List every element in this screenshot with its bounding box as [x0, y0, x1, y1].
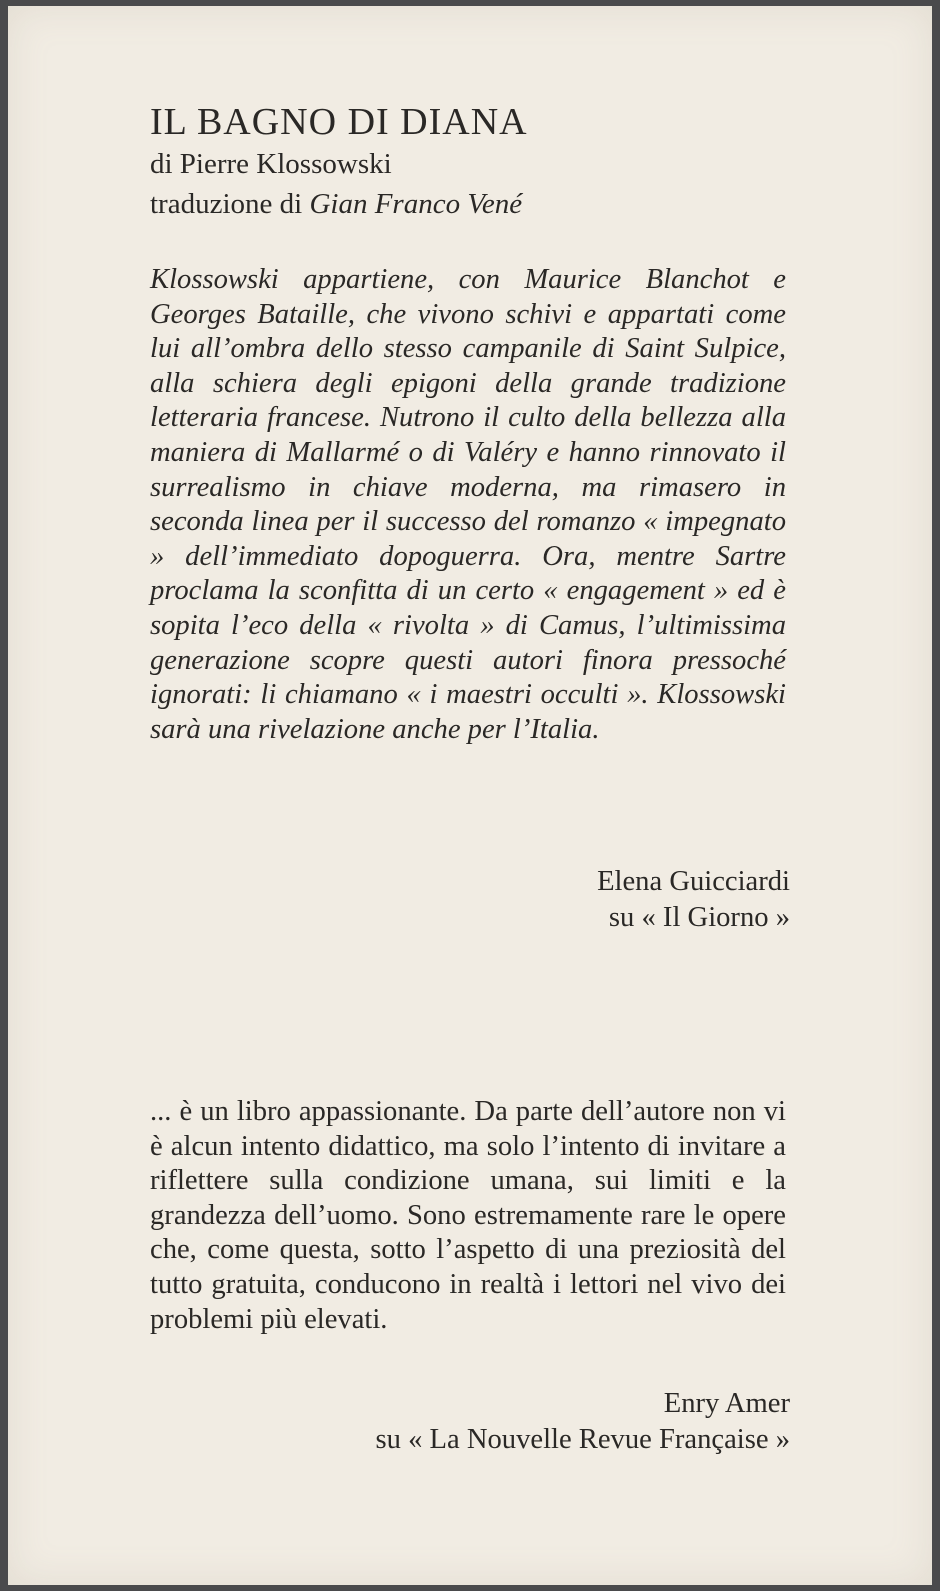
review-source-2: su « La Nouvelle Revue Française »	[375, 1424, 790, 1455]
book-title: IL BAGNO DI DIANA	[150, 101, 528, 143]
translator-name: Gian Franco Vené	[309, 188, 523, 220]
book-flap-card	[8, 6, 932, 1585]
translation-prefix: traduzione di	[150, 188, 310, 220]
review-quote-2: ... è un libro appassionante. Da parte dell’autore non vi è alcun intento didattico, ma solo l’intento di invitare a riflettere sulla condizione umana, sui limiti e la grandezza dell’uomo. Sono estremamente rare le opere che, come questa, sotto l’aspetto di una preziosità del tutto gratuita, conducono in realtà i lettori nel vivo dei problemi più elevati.	[150, 1096, 786, 1335]
review-attribution-1	[597, 864, 790, 936]
author-line: di Pierre Klossowski	[150, 148, 392, 180]
translation-line	[150, 184, 790, 224]
review-source-1: su « Il Giorno »	[608, 902, 790, 933]
review-author-2: Enry Amer	[663, 1388, 790, 1419]
review-author-1: Elena Guicciardi	[597, 866, 790, 897]
review-quote-1: Klossowski appartiene, con Maurice Blanchot e Georges Bataille, che vivono schivi e appartati come lui all’ombra dello stesso campanile di Saint Sulpice, alla schiera degli epigoni della grande tradizione letteraria francese. Nutrono il culto della bellezza alla maniera di Mallarmé o di Valéry e hanno rinnovato il surrealismo in chiave moderna, ma rimasero in seconda linea per il successo del romanzo « impegnato » dell’immediato dopoguerra. Ora, mentre Sartre proclama la sconfitta di un certo « engagement » ed è sopita l’eco della « rivolta » di Camus, l’ultimissima generazione scopre questi autori finora pressoché ignorati: li chiamano « i maestri occulti ». Klossowski sarà una rivelazione anche per l’Italia.	[150, 264, 786, 745]
review-attribution-2	[376, 1386, 790, 1458]
book-header	[150, 100, 790, 224]
